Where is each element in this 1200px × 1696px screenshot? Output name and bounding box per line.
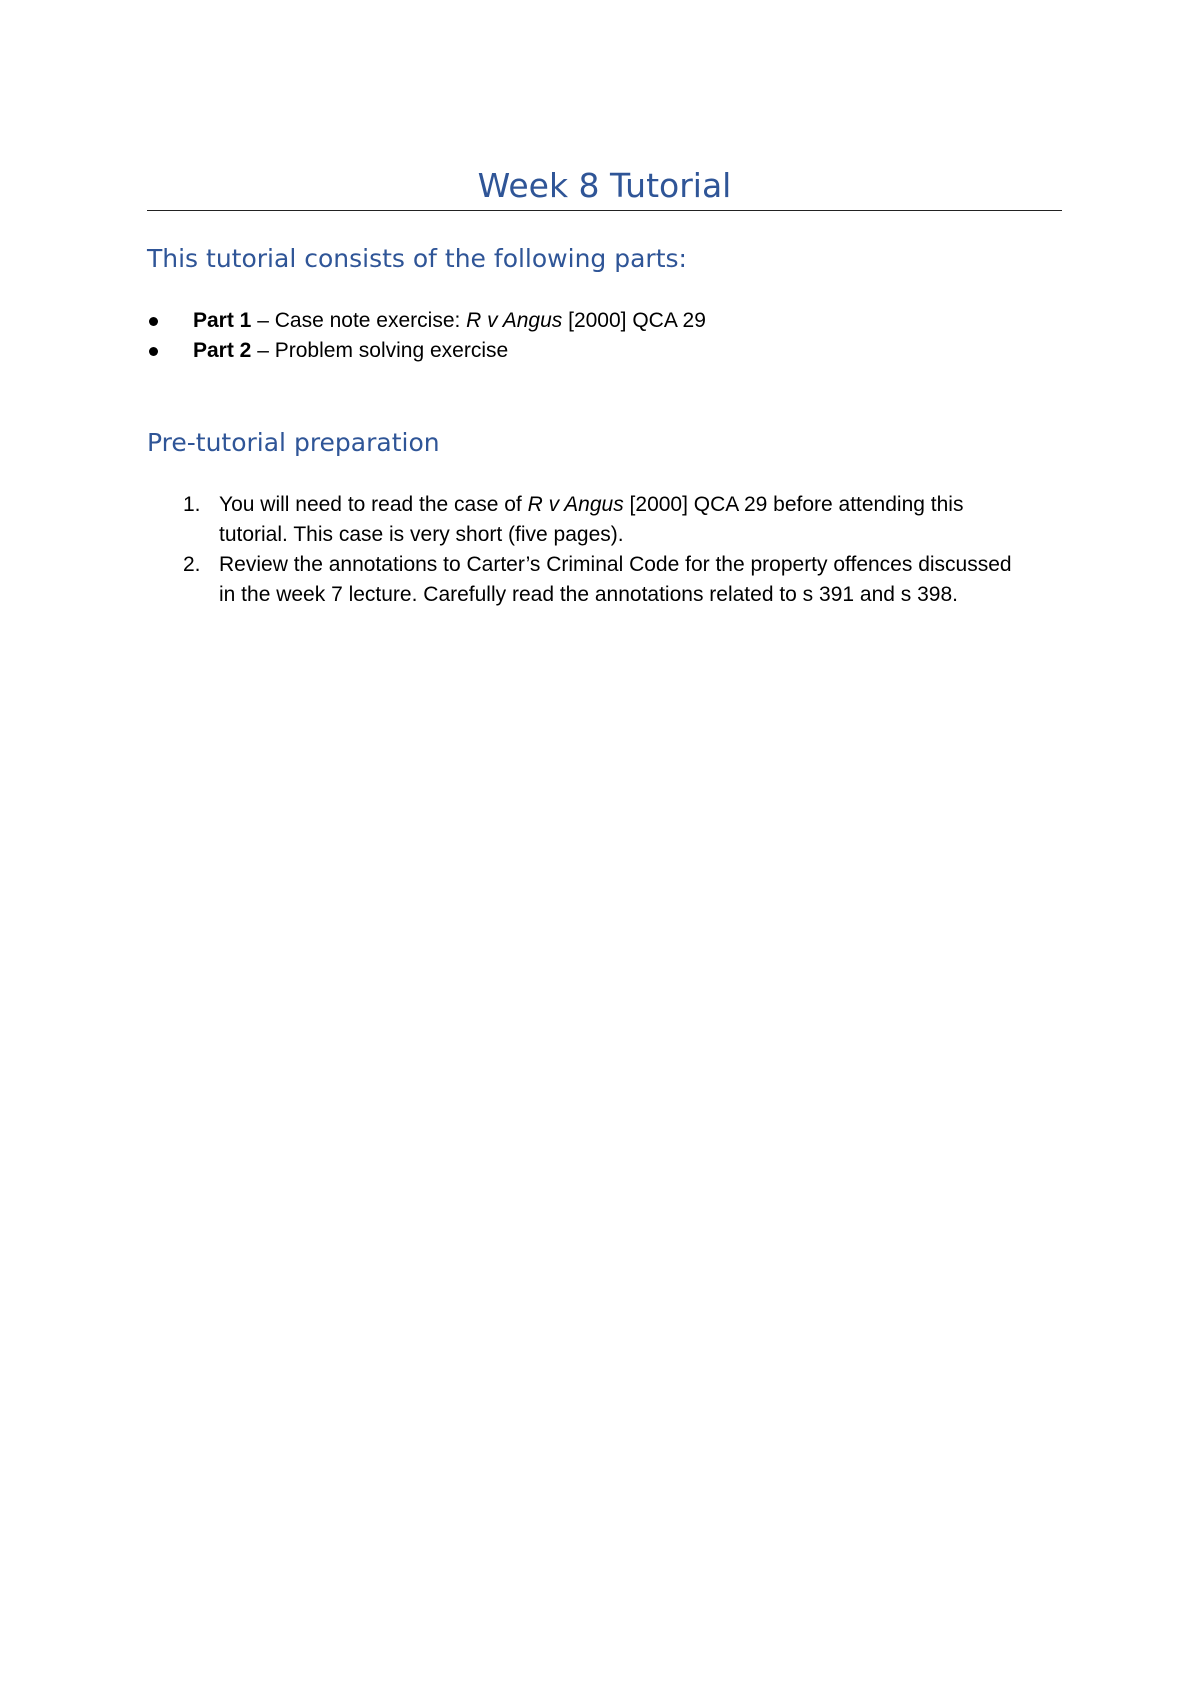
list-number: 1. — [183, 493, 201, 516]
list-item — [147, 306, 1062, 336]
part-separator: – — [251, 309, 275, 332]
case-name: R v Angus — [466, 309, 563, 332]
bullet-icon — [149, 347, 158, 356]
prep-heading: Pre-tutorial preparation — [147, 428, 440, 457]
list-item — [147, 550, 1062, 610]
document-title: Week 8 Tutorial — [477, 166, 732, 205]
parts-list — [147, 306, 1062, 366]
list-number: 2. — [183, 553, 201, 576]
title-underline — [147, 210, 1062, 211]
prep-text: Review the annotations to Carter’s Criminal Code for the property offences discussed — [219, 553, 1012, 576]
part-label: Part 1 — [193, 309, 252, 332]
prep-text: You will need to read the case of — [219, 493, 528, 516]
list-item — [147, 490, 1062, 550]
part-label: Part 2 — [193, 339, 252, 362]
prep-text: [2000] QCA 29 before attending this — [623, 493, 964, 516]
part-separator: – — [251, 339, 275, 362]
case-name: R v Angus — [527, 493, 624, 516]
case-citation: [2000] QCA 29 — [562, 309, 706, 332]
list-item — [147, 336, 1062, 366]
part-text: Case note exercise: — [274, 309, 467, 332]
prep-text: in the week 7 lecture. Carefully read the annotations related to s 391 and s 398. — [219, 583, 958, 606]
parts-heading: This tutorial consists of the following parts: — [147, 244, 687, 273]
part-text: Problem solving exercise — [274, 339, 509, 362]
prep-list — [147, 490, 1062, 610]
bullet-icon — [149, 317, 158, 326]
prep-text: tutorial. This case is very short (five pages). — [219, 523, 624, 546]
